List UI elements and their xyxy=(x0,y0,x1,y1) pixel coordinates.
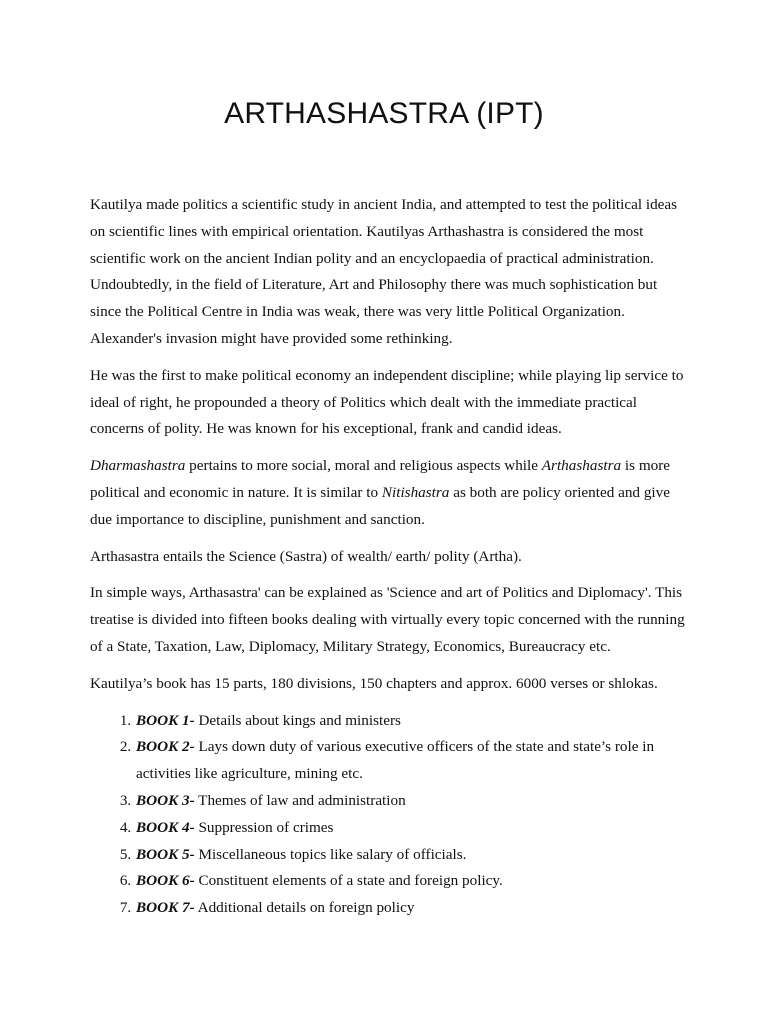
book-description: Suppression of crimes xyxy=(194,818,334,836)
page-title: ARTHASHASTRA (IPT) xyxy=(224,97,544,130)
list-item xyxy=(135,895,690,922)
book-description: Lays down duty of various executive officers of the state and state’s role in activities like agriculture, mining etc. xyxy=(136,738,655,783)
term-nitishastra: Nitishastra xyxy=(381,483,450,501)
document-body xyxy=(90,192,690,922)
books-list xyxy=(90,708,690,922)
paragraph-structure: Kautilya’s book has 15 parts, 180 divisions, 150 chapters and approx. 6000 verses or shlokas. xyxy=(90,674,658,692)
list-item xyxy=(135,842,690,869)
book-label: BOOK 1- xyxy=(136,711,195,729)
list-item xyxy=(135,788,690,815)
book-label: BOOK 2- xyxy=(136,738,195,756)
comparison-text-2: is more political and economic in nature. It is similar to xyxy=(90,457,671,501)
paragraph-comparison xyxy=(90,453,690,533)
book-label: BOOK 7- xyxy=(136,899,195,917)
list-item xyxy=(135,868,690,895)
book-description: Constituent elements of a state and foreign policy. xyxy=(194,872,503,890)
term-arthashastra: Arthashastra xyxy=(541,457,622,475)
list-item xyxy=(135,815,690,842)
book-label: BOOK 3- xyxy=(136,791,195,809)
paragraph-definition: Arthasastra entails the Science (Sastra) of wealth/ earth/ polity (Artha). xyxy=(90,547,522,565)
list-item xyxy=(135,734,690,788)
book-description: Additional details on foreign policy xyxy=(194,899,415,917)
paragraph-political-economy: He was the first to make political economy an independent discipline; while playing lip service to ideal of right, he propounded a theory of Politics which dealt with the immediate practical concerns of polity. He was known for his exceptional, frank and candid ideas. xyxy=(90,366,684,438)
book-description: Miscellaneous topics like salary of officials. xyxy=(194,845,467,863)
book-label: BOOK 5- xyxy=(136,845,195,863)
paragraph-treatise: In simple ways, Arthasastra' can be explained as 'Science and art of Politics and Diplomacy'. This treatise is divided into fifteen books dealing with virtually every topic concerned with the running of a State, Taxation, Law, Diplomacy, Military Strategy, Economics, Bureaucracy etc. xyxy=(90,584,685,655)
list-item xyxy=(135,708,690,735)
comparison-text-3: as both are policy oriented and give due importance to discipline, punishment and sanction. xyxy=(90,483,670,528)
book-description: Themes of law and administration xyxy=(194,791,406,809)
book-description: Details about kings and ministers xyxy=(194,711,401,729)
book-label: BOOK 4- xyxy=(136,818,195,836)
term-dharmashastra: Dharmashastra xyxy=(90,457,186,475)
book-label: BOOK 6- xyxy=(136,872,195,890)
paragraph-intro: Kautilya made politics a scientific study in ancient India, and attempted to test the political ideas on scientific lines with empirical orientation. Kautilyas Arthashastra is considered the most scientific work on the ancient Indian polity and an encyclopaedia of practical administration. Undoubtedly, in the field of Literature, Art and Philosophy there was much sophistication but since the Political Centre in India was weak, there was very little Political Organization. Alexander's invasion might have provided some rethinking. xyxy=(90,196,678,347)
comparison-text-1: pertains to more social, moral and religious aspects while xyxy=(185,457,542,475)
